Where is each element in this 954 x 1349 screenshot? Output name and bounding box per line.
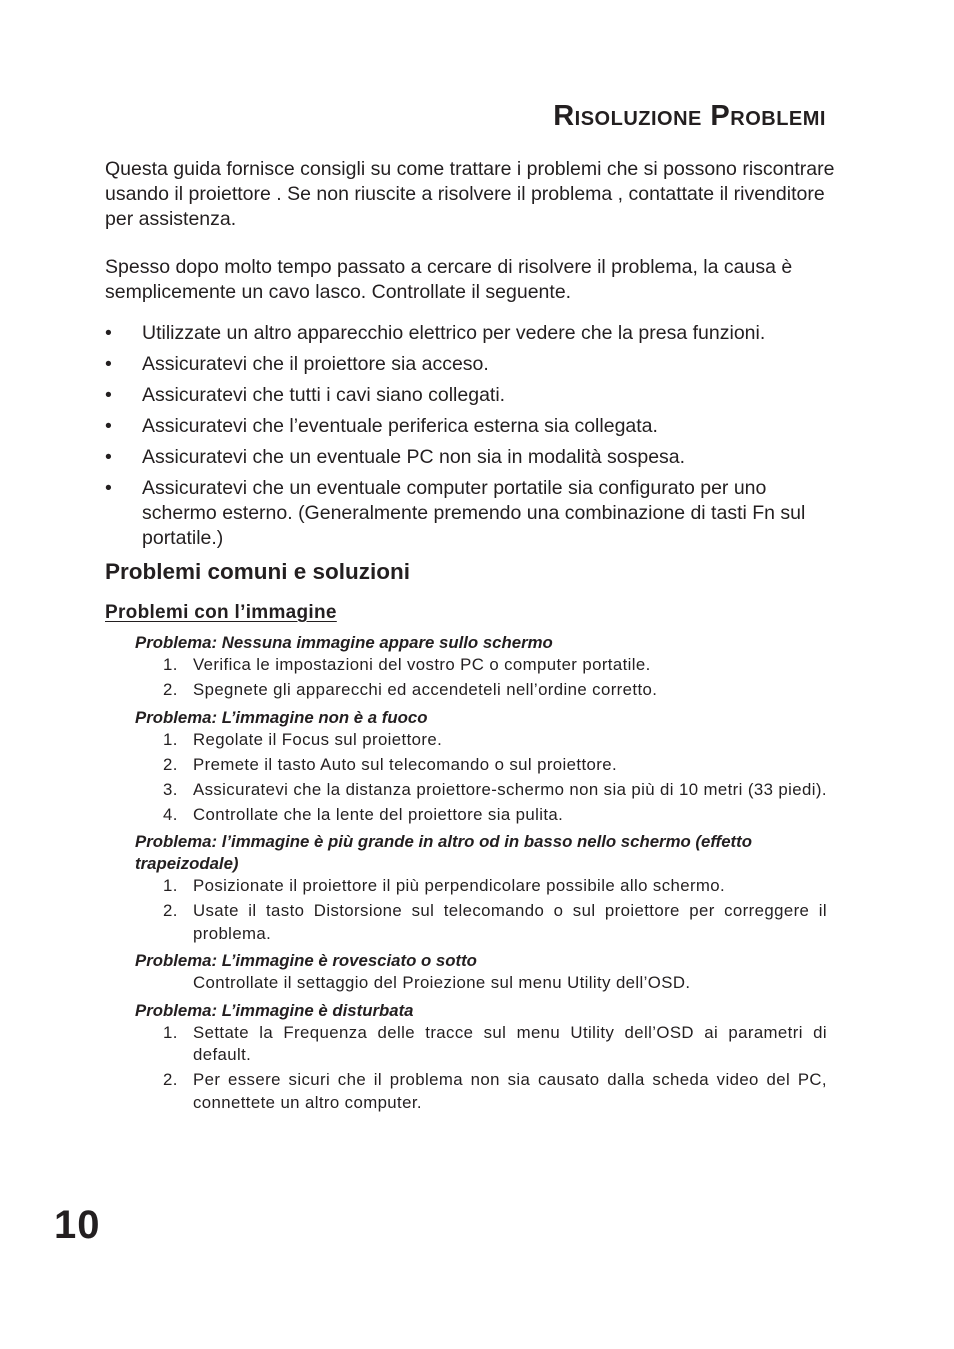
checklist-item bbox=[105, 414, 835, 439]
checklist-item-text: Assicuratevi che un eventuale PC non sia in modalità sospesa. bbox=[142, 446, 686, 468]
step-text: Spegnete gli apparecchi ed accendeteli nell’ordine corretto. bbox=[193, 680, 658, 699]
section-heading: Problemi comuni e soluzioni bbox=[105, 559, 411, 584]
intro-paragraph: Questa guida fornisce consigli su come trattare i problemi che si possono riscontrare usando il proiettore . Se non riuscite a risolvere il problema , contattate il rivenditore per assistenza. bbox=[105, 158, 835, 230]
step-text: Settate la Frequenza delle tracce sul menu Utility dell’OSD ai parametri di default. bbox=[193, 1022, 827, 1064]
step-number: 2. bbox=[163, 1070, 178, 1089]
solution-steps bbox=[135, 875, 827, 945]
checklist-item bbox=[105, 321, 835, 346]
problem-block bbox=[135, 831, 827, 945]
step-text: Premete il tasto Auto sul telecomando o sul proiettore. bbox=[193, 754, 618, 774]
checklist-item bbox=[105, 383, 835, 408]
problem-list bbox=[135, 632, 827, 1119]
step-number: 2. bbox=[163, 901, 178, 920]
checklist-item bbox=[105, 476, 835, 551]
problem-title: Problema: L’immagine è rovesciato o sotto bbox=[135, 951, 477, 970]
solution-step bbox=[135, 1022, 827, 1067]
step-text: Per essere sicuri che il problema non sia causato dalla scheda video del PC, connettete un altro computer. bbox=[193, 1070, 827, 1112]
problem-title: Problema: L’immagine non è a fuoco bbox=[135, 707, 428, 727]
step-text: Controllate che la lente del proiettore sia pulita. bbox=[193, 804, 564, 824]
step-number: 2. bbox=[163, 680, 178, 699]
bullet-icon: • bbox=[105, 353, 112, 375]
bullet-icon: • bbox=[105, 415, 112, 437]
problem-block bbox=[135, 707, 827, 827]
step-number: 1. bbox=[163, 655, 178, 674]
step-text: Regolate il Focus sul proiettore. bbox=[193, 729, 443, 749]
solution-steps bbox=[135, 1022, 827, 1115]
page-title: Risoluzione Problemi bbox=[553, 100, 826, 132]
solution-step bbox=[135, 1069, 827, 1114]
step-text: Assicuratevi che la distanza proiettore-schermo non sia più di 10 metri (33 piedi). bbox=[193, 779, 827, 799]
step-number: 2. bbox=[163, 754, 178, 774]
solution-steps bbox=[135, 729, 827, 827]
bullet-icon: • bbox=[105, 477, 112, 499]
checklist-item-text: Assicuratevi che il proiettore sia acceso. bbox=[142, 353, 489, 375]
checklist-item bbox=[105, 352, 835, 377]
step-number: 3. bbox=[163, 779, 178, 799]
step-text: Usate il tasto Distorsione sul telecomando o sul proiettore per correggere il problema. bbox=[193, 901, 827, 943]
solution-steps bbox=[135, 654, 827, 702]
bullet-icon: • bbox=[105, 446, 112, 468]
solution-step bbox=[135, 779, 827, 802]
step-number: 1. bbox=[163, 729, 178, 749]
checklist-item-text: Utilizzate un altro apparecchio elettrico per vedere che la presa funzioni. bbox=[142, 322, 766, 344]
bullet-icon: • bbox=[105, 322, 112, 344]
solution-step bbox=[135, 654, 827, 677]
subsection-heading: Problemi con l’immagine bbox=[105, 602, 337, 623]
problem-block bbox=[135, 1000, 827, 1115]
step-number: 1. bbox=[163, 876, 178, 895]
solution-step bbox=[135, 679, 827, 702]
solution-step bbox=[135, 900, 827, 945]
solution-step bbox=[135, 875, 827, 898]
problem-title: Problema: Nessuna immagine appare sullo schermo bbox=[135, 633, 553, 652]
problem-block bbox=[135, 950, 827, 995]
solution-step bbox=[135, 754, 827, 777]
checklist-item bbox=[105, 445, 835, 470]
step-text: Verifica le impostazioni del vostro PC o computer portatile. bbox=[193, 655, 651, 674]
bullet-icon: • bbox=[105, 384, 112, 406]
solution-step bbox=[135, 804, 827, 827]
solution-step bbox=[135, 729, 827, 752]
step-number: 1. bbox=[163, 1022, 178, 1042]
problem-title: Problema: l’immagine è più grande in altro od in basso nello schermo (effetto trapeizodale) bbox=[135, 832, 752, 873]
page-number: 10 bbox=[54, 1203, 101, 1247]
problem-title: Problema: L’immagine è disturbata bbox=[135, 1000, 414, 1020]
step-text: Posizionate il proiettore il più perpendicolare possibile allo schermo. bbox=[193, 876, 726, 895]
solution-text: Controllate il settaggio del Proiezione sul menu Utility dell’OSD. bbox=[193, 973, 691, 992]
checklist bbox=[105, 321, 835, 557]
problem-block bbox=[135, 632, 827, 702]
checklist-item-text: Assicuratevi che un eventuale computer portatile sia configurato per uno schermo esterno. (Generalmente premendo una combinazione di tasti Fn sul portatile.) bbox=[142, 477, 806, 549]
step-number: 4. bbox=[163, 804, 178, 824]
intro-paragraph: Spesso dopo molto tempo passato a cercare di risolvere il problema, la causa è semplicemente un cavo lasco. Controllate il seguente. bbox=[105, 256, 793, 303]
checklist-item-text: Assicuratevi che tutti i cavi siano collegati. bbox=[142, 384, 506, 406]
checklist-item-text: Assicuratevi che l’eventuale periferica esterna sia collegata. bbox=[142, 415, 658, 437]
